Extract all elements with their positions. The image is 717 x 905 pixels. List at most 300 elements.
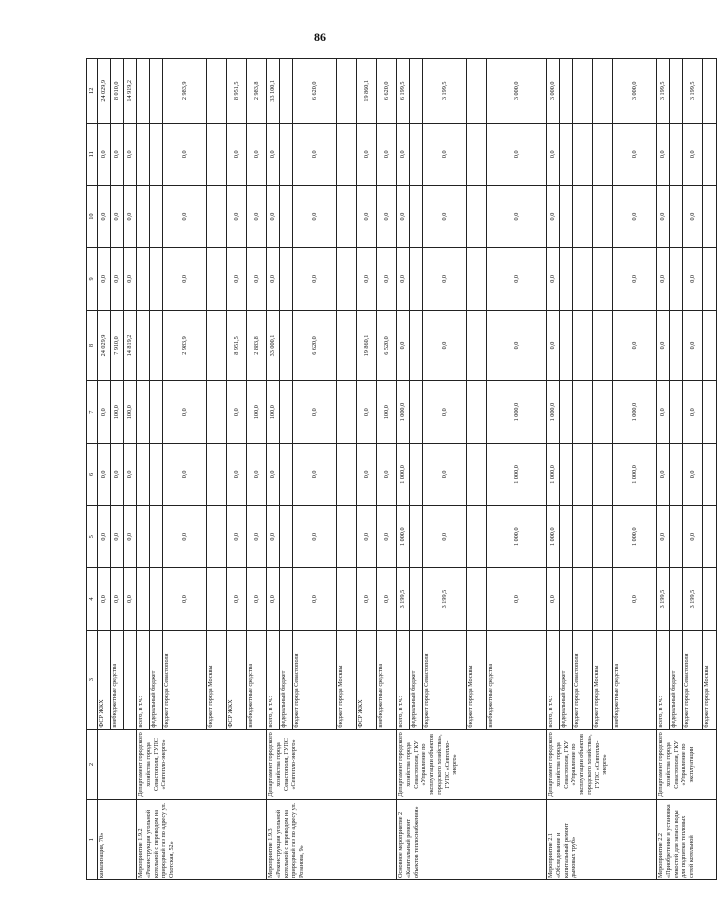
value-cell xyxy=(410,185,423,247)
value-cell: 0,0 xyxy=(683,443,703,505)
value-cell xyxy=(150,443,163,505)
measure-name-cell: Основное мероприятие 2 «Капитальный ремонт объектов теплоснабжения» xyxy=(397,800,547,880)
value-cell: 0,0 xyxy=(124,443,137,505)
value-cell xyxy=(280,185,293,247)
funding-source-cell: бюджет города Москвы xyxy=(207,630,227,729)
funding-source-cell: внебюджетные средства xyxy=(613,630,657,729)
value-cell: 0,0 xyxy=(357,185,377,247)
header-cell: 5 xyxy=(87,506,98,568)
value-cell: 0,0 xyxy=(267,185,280,247)
value-cell: 0,0 xyxy=(657,185,670,247)
header-cell: 10 xyxy=(87,185,98,247)
value-cell: 0,0 xyxy=(267,568,280,630)
value-cell: 0,0 xyxy=(247,568,267,630)
value-cell xyxy=(703,248,717,310)
value-cell: 8 951,5 xyxy=(227,310,247,381)
funding-source-cell: бюджет города Севастополя xyxy=(423,630,467,729)
value-cell xyxy=(410,123,423,185)
value-cell: 0,0 xyxy=(293,443,337,505)
value-cell: 0,0 xyxy=(293,381,337,443)
value-cell: 0,0 xyxy=(227,568,247,630)
value-cell: 0,0 xyxy=(247,443,267,505)
value-cell: 2 883,8 xyxy=(247,310,267,381)
value-cell xyxy=(207,248,227,310)
value-cell xyxy=(467,248,487,310)
value-cell xyxy=(593,185,613,247)
value-cell xyxy=(410,381,423,443)
value-cell xyxy=(670,185,683,247)
value-cell: 0,0 xyxy=(683,185,703,247)
value-cell xyxy=(280,443,293,505)
header-cell: 2 xyxy=(87,729,98,800)
funding-source-cell: федеральный бюджет xyxy=(150,630,163,729)
value-cell xyxy=(560,185,573,247)
value-cell xyxy=(703,568,717,630)
value-cell: 0,0 xyxy=(487,568,547,630)
header-cell: 6 xyxy=(87,443,98,505)
funding-source-cell: бюджет города Москвы xyxy=(593,630,613,729)
value-cell: 0,0 xyxy=(98,568,111,630)
value-cell xyxy=(410,568,423,630)
value-cell: 2 983,9 xyxy=(163,59,207,124)
value-cell: 0,0 xyxy=(377,443,397,505)
value-cell: 0,0 xyxy=(613,568,657,630)
value-cell xyxy=(280,568,293,630)
value-cell: 0,0 xyxy=(487,248,547,310)
header-cell: 4 xyxy=(87,568,98,630)
value-cell: 0,0 xyxy=(683,123,703,185)
value-cell xyxy=(410,443,423,505)
value-cell: 0,0 xyxy=(227,123,247,185)
value-cell xyxy=(573,123,593,185)
value-cell: 0,0 xyxy=(293,506,337,568)
value-cell: 0,0 xyxy=(98,123,111,185)
header-cell: 12 xyxy=(87,59,98,124)
value-cell: 0,0 xyxy=(267,506,280,568)
value-cell xyxy=(670,59,683,124)
value-cell xyxy=(703,506,717,568)
value-cell xyxy=(593,506,613,568)
value-cell: 0,0 xyxy=(397,310,410,381)
value-cell: 0,0 xyxy=(111,185,124,247)
value-cell xyxy=(410,506,423,568)
funding-source-cell: ФСР ЖКХ xyxy=(98,630,111,729)
value-cell xyxy=(337,506,357,568)
funding-source-cell: внебюджетные средства xyxy=(487,630,547,729)
funding-source-cell: бюджет города Севастополя xyxy=(163,630,207,729)
funding-source-cell: бюджет города Москвы xyxy=(337,630,357,729)
value-cell: 6 620,0 xyxy=(293,59,337,124)
value-cell: 0,0 xyxy=(423,506,467,568)
funding-source-cell: ФСР ЖКХ xyxy=(357,630,377,729)
executor-cell: Департамент городского хозяйства города Севастополя, ГУПС «Севтепло-энерго» xyxy=(267,729,397,800)
value-cell xyxy=(207,59,227,124)
value-cell: 0,0 xyxy=(111,443,124,505)
page-number: 86 xyxy=(314,30,326,44)
value-cell xyxy=(337,185,357,247)
value-cell xyxy=(703,59,717,124)
table-row xyxy=(98,59,111,880)
value-cell: 0,0 xyxy=(423,248,467,310)
value-cell xyxy=(467,506,487,568)
value-cell: 0,0 xyxy=(293,123,337,185)
value-cell xyxy=(410,59,423,124)
value-cell: 0,0 xyxy=(657,123,670,185)
value-cell xyxy=(573,568,593,630)
value-cell: 2 983,9 xyxy=(163,310,207,381)
value-cell: 1 000,0 xyxy=(547,506,560,568)
funding-source-cell: бюджет города Севастополя xyxy=(293,630,337,729)
value-cell: 1 000,0 xyxy=(397,381,410,443)
value-cell: 100,0 xyxy=(377,381,397,443)
value-cell: 0,0 xyxy=(547,123,560,185)
value-cell xyxy=(280,248,293,310)
value-cell: 0,0 xyxy=(377,506,397,568)
value-cell: 0,0 xyxy=(163,506,207,568)
value-cell: 0,0 xyxy=(267,443,280,505)
value-cell: 0,0 xyxy=(124,123,137,185)
value-cell: 0,0 xyxy=(547,248,560,310)
value-cell xyxy=(593,381,613,443)
value-cell: 1 000,0 xyxy=(613,381,657,443)
value-cell xyxy=(150,381,163,443)
table-row xyxy=(547,59,560,880)
value-cell xyxy=(670,123,683,185)
value-cell xyxy=(150,310,163,381)
value-cell xyxy=(560,59,573,124)
value-cell: 0,0 xyxy=(547,185,560,247)
value-cell xyxy=(593,443,613,505)
value-cell: 1 000,0 xyxy=(613,443,657,505)
value-cell: 1 000,0 xyxy=(547,381,560,443)
value-cell xyxy=(280,381,293,443)
value-cell xyxy=(137,443,150,505)
value-cell xyxy=(150,506,163,568)
funding-source-cell: федеральный бюджет xyxy=(410,630,423,729)
value-cell xyxy=(593,310,613,381)
executor-cell: Департамент городского хозяйства города Севастополя, ГКУ «Управление по эксплуатации xyxy=(657,729,717,800)
funding-source-cell: всего, в т.ч.: xyxy=(267,630,280,729)
value-cell xyxy=(207,381,227,443)
value-cell xyxy=(207,185,227,247)
value-cell: 0,0 xyxy=(547,568,560,630)
value-cell: 0,0 xyxy=(98,443,111,505)
value-cell xyxy=(337,310,357,381)
value-cell: 24 029,9 xyxy=(98,59,111,124)
value-cell: 0,0 xyxy=(657,443,670,505)
value-cell xyxy=(150,123,163,185)
value-cell: 0,0 xyxy=(357,123,377,185)
value-cell xyxy=(137,506,150,568)
header-row xyxy=(87,59,98,880)
value-cell xyxy=(593,248,613,310)
value-cell xyxy=(670,310,683,381)
value-cell: 0,0 xyxy=(487,185,547,247)
funding-source-cell: всего, в т.ч.: xyxy=(397,630,410,729)
value-cell: 0,0 xyxy=(657,381,670,443)
value-cell: 0,0 xyxy=(613,248,657,310)
value-cell xyxy=(573,381,593,443)
funding-source-cell xyxy=(124,630,137,729)
value-cell xyxy=(670,248,683,310)
value-cell: 0,0 xyxy=(357,248,377,310)
value-cell xyxy=(573,248,593,310)
value-cell xyxy=(280,123,293,185)
executor-cell xyxy=(98,729,137,800)
value-cell xyxy=(670,381,683,443)
value-cell: 100,0 xyxy=(267,381,280,443)
funding-source-cell: федеральный бюджет xyxy=(280,630,293,729)
funding-source-cell: бюджет города Севастополя xyxy=(683,630,703,729)
value-cell: 0,0 xyxy=(423,310,467,381)
value-cell xyxy=(670,506,683,568)
value-cell: 0,0 xyxy=(423,185,467,247)
executor-cell: Департамент городского хозяйства города Севастополя, ГУПС «Севтепло-энерго» xyxy=(137,729,267,800)
value-cell: 0,0 xyxy=(487,123,547,185)
funding-source-cell: федеральный бюджет xyxy=(670,630,683,729)
funding-source-cell: ФСР ЖКХ xyxy=(227,630,247,729)
table-row xyxy=(267,59,280,880)
value-cell: 0,0 xyxy=(98,248,111,310)
value-cell: 0,0 xyxy=(657,248,670,310)
value-cell: 0,0 xyxy=(683,381,703,443)
value-cell: 1 000,0 xyxy=(613,506,657,568)
value-cell: 1 000,0 xyxy=(487,443,547,505)
measure-name-cell: Мероприятие 1.9.3 «Реконструкция угольной котельной с переводом на природный газ по адресу ул. Розанова, 9» xyxy=(267,800,397,880)
value-cell: 0,0 xyxy=(293,568,337,630)
value-cell: 14 919,2 xyxy=(124,59,137,124)
measure-name-cell: Мероприятие 2.2 «Приобретение и установка емкостей для запаса воды для подпитки тепловых сетей котельной xyxy=(657,800,717,880)
header-cell: 9 xyxy=(87,248,98,310)
value-cell: 6 620,0 xyxy=(377,59,397,124)
value-cell xyxy=(573,59,593,124)
value-cell: 0,0 xyxy=(657,506,670,568)
value-cell: 100,0 xyxy=(124,381,137,443)
value-cell xyxy=(467,185,487,247)
rotated-table-container xyxy=(86,58,710,880)
header-cell: 7 xyxy=(87,381,98,443)
value-cell xyxy=(150,185,163,247)
value-cell: 0,0 xyxy=(98,185,111,247)
value-cell xyxy=(703,310,717,381)
value-cell: 0,0 xyxy=(377,248,397,310)
value-cell: 3 199,5 xyxy=(683,59,703,124)
value-cell: 0,0 xyxy=(111,568,124,630)
header-cell: 8 xyxy=(87,310,98,381)
value-cell xyxy=(137,381,150,443)
value-cell xyxy=(207,123,227,185)
value-cell: 1 000,0 xyxy=(547,443,560,505)
value-cell xyxy=(670,568,683,630)
value-cell xyxy=(137,568,150,630)
value-cell xyxy=(137,310,150,381)
value-cell xyxy=(137,248,150,310)
value-cell xyxy=(150,59,163,124)
value-cell: 100,0 xyxy=(111,381,124,443)
value-cell xyxy=(467,123,487,185)
value-cell xyxy=(560,568,573,630)
header-cell: 1 xyxy=(87,800,98,880)
executor-cell: Департамент городского хозяйства города Севастополя, ГКУ «Управление по эксплуатации объектов городского хозяйства», ГУПС «Севтепло-энерго» xyxy=(397,729,547,800)
value-cell xyxy=(703,381,717,443)
value-cell: 0,0 xyxy=(163,443,207,505)
value-cell: 0,0 xyxy=(98,506,111,568)
value-cell: 0,0 xyxy=(357,506,377,568)
value-cell: 19 860,1 xyxy=(357,59,377,124)
value-cell xyxy=(337,248,357,310)
value-cell: 3 199,5 xyxy=(423,59,467,124)
value-cell xyxy=(280,59,293,124)
value-cell xyxy=(150,568,163,630)
value-cell xyxy=(573,506,593,568)
funding-source-cell: федеральный бюджет xyxy=(560,630,573,729)
value-cell: 3 199,5 xyxy=(657,568,670,630)
value-cell: 0,0 xyxy=(247,506,267,568)
value-cell: 0,0 xyxy=(111,123,124,185)
value-cell: 0,0 xyxy=(397,123,410,185)
value-cell: 0,0 xyxy=(423,443,467,505)
value-cell: 0,0 xyxy=(357,381,377,443)
value-cell: 3 199,5 xyxy=(397,568,410,630)
table-row xyxy=(137,59,150,880)
value-cell: 0,0 xyxy=(267,123,280,185)
funding-source-cell: всего, в т.ч.: xyxy=(657,630,670,729)
value-cell: 0,0 xyxy=(227,248,247,310)
value-cell: 0,0 xyxy=(377,185,397,247)
header-cell: 3 xyxy=(87,630,98,729)
value-cell xyxy=(280,310,293,381)
value-cell xyxy=(467,443,487,505)
executor-cell: Департамент городского хозяйства города Севастополя, ГКУ «Управление по эксплуатации объектов городского хозяйства», ГУПС «Севтепло-энерго» xyxy=(547,729,657,800)
value-cell: 0,0 xyxy=(227,443,247,505)
funding-source-cell: внебюджетные средства xyxy=(247,630,267,729)
value-cell: 0,0 xyxy=(227,185,247,247)
measure-name-cell: канализация, 70» xyxy=(98,800,137,880)
value-cell: 8 010,0 xyxy=(111,59,124,124)
value-cell xyxy=(467,59,487,124)
value-cell: 2 983,8 xyxy=(247,59,267,124)
value-cell xyxy=(337,568,357,630)
value-cell: 19 860,1 xyxy=(357,310,377,381)
value-cell xyxy=(150,248,163,310)
value-cell: 3 000,0 xyxy=(487,59,547,124)
value-cell xyxy=(703,443,717,505)
value-cell: 0,0 xyxy=(163,123,207,185)
value-cell xyxy=(573,310,593,381)
value-cell: 8 951,5 xyxy=(227,59,247,124)
value-cell xyxy=(337,381,357,443)
value-cell xyxy=(573,185,593,247)
value-cell xyxy=(137,123,150,185)
value-cell xyxy=(207,506,227,568)
value-cell: 1 000,0 xyxy=(397,443,410,505)
value-cell xyxy=(337,59,357,124)
value-cell: 0,0 xyxy=(683,248,703,310)
value-cell: 7 910,0 xyxy=(111,310,124,381)
value-cell: 0,0 xyxy=(613,310,657,381)
value-cell xyxy=(670,443,683,505)
funding-source-cell: внебюджетные средства xyxy=(377,630,397,729)
value-cell xyxy=(410,248,423,310)
funding-source-cell: всего, в т.ч.: xyxy=(137,630,150,729)
value-cell xyxy=(593,59,613,124)
value-cell: 0,0 xyxy=(357,568,377,630)
header-cell: 11 xyxy=(87,123,98,185)
value-cell: 0,0 xyxy=(397,185,410,247)
value-cell: 0,0 xyxy=(397,248,410,310)
value-cell: 0,0 xyxy=(683,506,703,568)
value-cell: 0,0 xyxy=(357,443,377,505)
value-cell: 3 199,5 xyxy=(423,568,467,630)
value-cell: 0,0 xyxy=(293,185,337,247)
funding-source-cell: бюджет города Севастополя xyxy=(573,630,593,729)
value-cell xyxy=(593,123,613,185)
value-cell: 0,0 xyxy=(547,310,560,381)
funding-source-cell: бюджет города Москвы xyxy=(703,630,717,729)
value-cell: 0,0 xyxy=(487,310,547,381)
table-body xyxy=(87,59,717,880)
funding-table xyxy=(86,58,717,880)
value-cell: 3 000,0 xyxy=(613,59,657,124)
value-cell: 0,0 xyxy=(111,506,124,568)
value-cell: 0,0 xyxy=(613,185,657,247)
value-cell xyxy=(560,506,573,568)
value-cell: 0,0 xyxy=(613,123,657,185)
value-cell: 0,0 xyxy=(227,381,247,443)
value-cell: 14 819,2 xyxy=(124,310,137,381)
value-cell: 0,0 xyxy=(423,381,467,443)
value-cell xyxy=(337,443,357,505)
funding-source-cell: бюджет города Москвы xyxy=(467,630,487,729)
value-cell xyxy=(410,310,423,381)
value-cell xyxy=(137,185,150,247)
value-cell: 6 199,5 xyxy=(397,59,410,124)
value-cell: 3 199,5 xyxy=(683,568,703,630)
value-cell xyxy=(207,443,227,505)
value-cell xyxy=(207,568,227,630)
value-cell xyxy=(467,568,487,630)
value-cell: 0,0 xyxy=(163,381,207,443)
value-cell xyxy=(467,381,487,443)
value-cell: 0,0 xyxy=(377,123,397,185)
value-cell: 0,0 xyxy=(683,310,703,381)
value-cell xyxy=(560,248,573,310)
value-cell: 33 000,1 xyxy=(267,310,280,381)
funding-source-cell: всего, в т.ч.: xyxy=(547,630,560,729)
value-cell: 0,0 xyxy=(267,248,280,310)
value-cell: 0,0 xyxy=(124,506,137,568)
table-row xyxy=(397,59,410,880)
value-cell: 6 520,0 xyxy=(377,310,397,381)
value-cell: 0,0 xyxy=(163,248,207,310)
value-cell: 6 620,0 xyxy=(293,310,337,381)
funding-source-cell: внебюджетные средства xyxy=(111,630,124,729)
value-cell: 3 000,0 xyxy=(547,59,560,124)
value-cell xyxy=(337,123,357,185)
value-cell xyxy=(703,123,717,185)
value-cell xyxy=(560,123,573,185)
table-row xyxy=(657,59,670,880)
value-cell: 0,0 xyxy=(657,310,670,381)
value-cell: 0,0 xyxy=(227,506,247,568)
value-cell: 24 029,9 xyxy=(98,310,111,381)
value-cell xyxy=(280,506,293,568)
value-cell xyxy=(703,185,717,247)
value-cell: 0,0 xyxy=(423,123,467,185)
value-cell: 1 000,0 xyxy=(397,506,410,568)
value-cell: 0,0 xyxy=(124,568,137,630)
value-cell xyxy=(467,310,487,381)
